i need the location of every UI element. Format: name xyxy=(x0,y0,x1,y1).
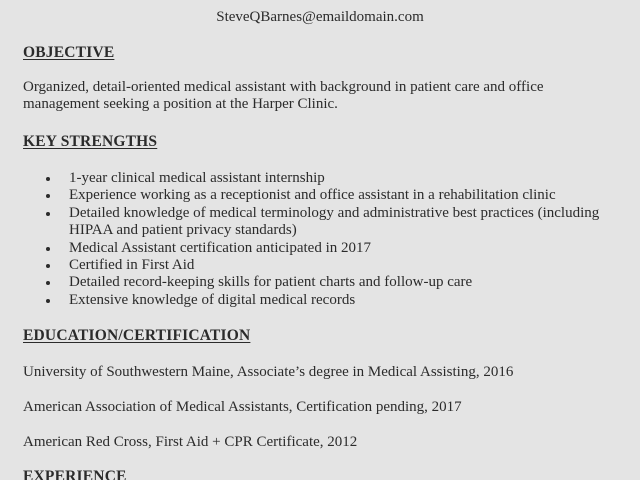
key-strengths-heading: KEY STRENGTHS xyxy=(23,133,158,150)
list-item xyxy=(40,240,630,257)
bullet-icon xyxy=(46,194,50,198)
list-item xyxy=(40,170,630,187)
strength-text: Extensive knowledge of digital medical records xyxy=(69,291,356,308)
list-item xyxy=(40,292,630,309)
objective-text: Organized, detail-oriented medical assistant with background in patient care and office management seeking a position at the Harper Clinic. xyxy=(23,79,544,112)
strength-text: Medical Assistant certification anticipated in 2017 xyxy=(69,239,371,256)
education-entry: American Association of Medical Assistants, Certification pending, 2017 xyxy=(23,399,462,415)
education-entry: University of Southwestern Maine, Associate’s degree in Medical Assisting, 2016 xyxy=(23,364,514,380)
key-strengths-list xyxy=(40,170,630,309)
strength-text: Experience working as a receptionist and office assistant in a rehabilitation clinic xyxy=(69,187,556,204)
education-entry: American Red Cross, First Aid + CPR Certificate, 2012 xyxy=(23,434,358,450)
objective-heading: OBJECTIVE xyxy=(23,44,115,61)
bullet-icon xyxy=(46,212,50,216)
experience-heading: EXPERIENCE xyxy=(23,468,127,480)
education-heading: EDUCATION/CERTIFICATION xyxy=(23,327,251,344)
list-item xyxy=(40,205,630,240)
list-item xyxy=(40,187,630,204)
bullet-icon xyxy=(46,247,50,251)
strength-text: Detailed knowledge of medical terminology and administrative best practices (including HIPAA and patient privacy standards) xyxy=(69,204,600,239)
strength-text: 1-year clinical medical assistant internship xyxy=(69,170,325,186)
strength-text: Detailed record-keeping skills for patient charts and follow-up care xyxy=(69,274,473,291)
bullet-icon xyxy=(46,299,50,303)
list-item xyxy=(40,274,630,291)
bullet-icon xyxy=(46,264,50,268)
strength-text: Certified in First Aid xyxy=(69,257,195,274)
contact-email: SteveQBarnes@emaildomain.com xyxy=(216,9,424,25)
bullet-icon xyxy=(46,177,50,181)
list-item xyxy=(40,257,630,274)
bullet-icon xyxy=(46,281,50,285)
